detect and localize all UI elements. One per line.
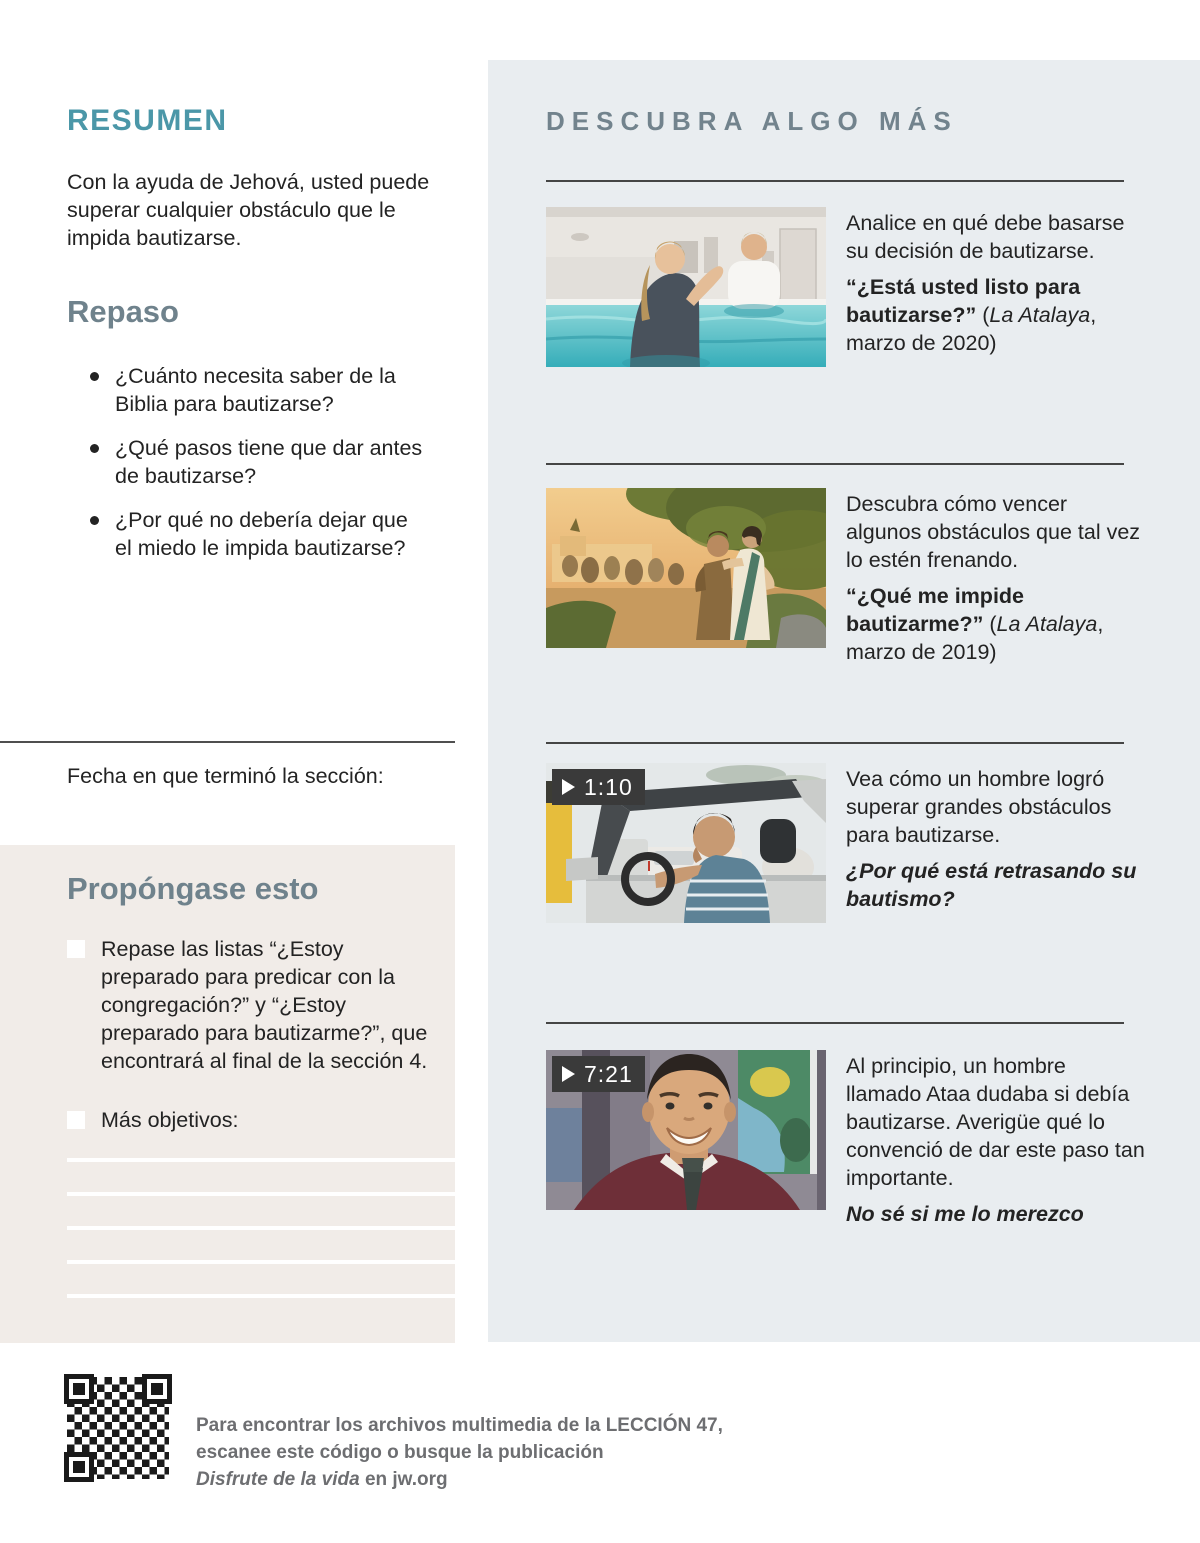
discover-item bbox=[546, 763, 1194, 923]
publication-name: Disfrute de la vida bbox=[196, 1469, 360, 1490]
play-icon bbox=[562, 779, 575, 795]
resumen-text: Con la ayuda de Jehová, usted puede superar cualquier obstáculo que le impida bautizarse. bbox=[67, 170, 430, 250]
item-description: Al principio, un hombre llamado Ataa dudaba si debía bautizarse. Averigüe qué lo convenció de dar este paso tan importante. bbox=[846, 1054, 1145, 1190]
item-description: Descubra cómo vencer algunos obstáculos que tal vez lo estén frenando. bbox=[846, 492, 1141, 572]
video-title-link[interactable]: ¿Por qué está retrasando su bautismo? bbox=[846, 859, 1137, 911]
footer-line: escanee este código o busque la publicación bbox=[196, 1442, 604, 1463]
resumen-title: RESUMEN bbox=[67, 104, 228, 137]
publication-name: La Atalaya bbox=[989, 303, 1091, 327]
article-title-link[interactable]: “¿Está usted listo para bautizarse?” bbox=[846, 275, 1081, 327]
qr-finder bbox=[64, 1452, 94, 1482]
bullet-icon bbox=[90, 372, 99, 381]
video-duration-badge bbox=[552, 1056, 645, 1092]
goals-title: Propóngase esto bbox=[67, 871, 319, 906]
discover-item bbox=[546, 488, 1194, 664]
discover-item-text bbox=[846, 209, 1146, 357]
qr-code bbox=[64, 1374, 172, 1482]
media-footer bbox=[196, 1412, 756, 1493]
publication-name: La Atalaya bbox=[996, 612, 1098, 636]
item-description: Analice en qué debe basarse su decisión de bautizarse. bbox=[846, 211, 1125, 263]
objective-write-line bbox=[67, 1294, 455, 1298]
goal-item: Repase las listas “¿Estoy preparado para predicar con la congregación?” y “¿Estoy preparado para bautizarme?”, que encontrará al final de la sección 4. bbox=[67, 935, 439, 1075]
section-divider-line bbox=[0, 741, 455, 743]
separator-line bbox=[546, 180, 1124, 182]
objective-write-line bbox=[67, 1260, 455, 1264]
goals-box bbox=[0, 845, 455, 1343]
separator-line bbox=[546, 742, 1124, 744]
goal-checkbox[interactable] bbox=[67, 1111, 85, 1129]
repaso-bullet-list bbox=[90, 362, 438, 578]
bullet-item: ¿Qué pasos tiene que dar antes de bautizarse? bbox=[90, 434, 438, 490]
item-reference: “¿Está usted listo para bautizarse?” (La Atalaya, marzo de 2020) bbox=[846, 275, 1097, 355]
jesus-and-john-painting[interactable] bbox=[546, 488, 826, 648]
section-completed-date-label: Fecha en que terminó la sección: bbox=[67, 764, 384, 788]
goal-checkbox[interactable] bbox=[67, 940, 85, 958]
discover-item-text bbox=[846, 765, 1146, 913]
bullet-item: ¿Por qué no debería dejar que el miedo le impida bautizarse? bbox=[90, 506, 438, 562]
baptism-pool-art bbox=[546, 207, 826, 367]
baptism-pool-photo[interactable] bbox=[546, 207, 826, 367]
objective-write-line bbox=[67, 1226, 455, 1230]
item-reference: “¿Qué me impide bautizarme?” (La Atalaya, marzo de 2019) bbox=[846, 584, 1104, 664]
man-in-truck-video[interactable] bbox=[546, 763, 826, 923]
objective-write-line bbox=[67, 1158, 455, 1162]
footer-line: Disfrute de la vida en jw.org bbox=[196, 1469, 448, 1490]
bullet-icon bbox=[90, 444, 99, 453]
discover-title: DESCUBRA ALGO MÁS bbox=[546, 106, 958, 136]
qr-finder bbox=[142, 1374, 172, 1404]
painting-art bbox=[546, 488, 826, 648]
repaso-title: Repaso bbox=[67, 294, 179, 329]
separator-line bbox=[546, 1022, 1124, 1024]
discover-item-text bbox=[846, 1052, 1146, 1228]
footer-line: Para encontrar los archivos multimedia de la LECCIÓN 47, bbox=[196, 1415, 723, 1436]
play-icon bbox=[562, 1066, 575, 1082]
objective-write-line bbox=[67, 1192, 455, 1196]
bullet-icon bbox=[90, 516, 99, 525]
item-description: Vea cómo un hombre logró superar grandes obstáculos para bautizarse. bbox=[846, 767, 1112, 847]
discover-item bbox=[546, 1050, 1194, 1226]
discover-panel bbox=[488, 60, 1200, 1342]
video-duration: 1:10 bbox=[584, 773, 633, 800]
smiling-man-interview-video[interactable] bbox=[546, 1050, 826, 1210]
bullet-item: ¿Cuánto necesita saber de la Biblia para bautizarse? bbox=[90, 362, 438, 418]
goal-item: Más objetivos: bbox=[67, 1106, 439, 1134]
separator-line bbox=[546, 463, 1124, 465]
article-title-link[interactable]: “¿Qué me impide bautizarme?” bbox=[846, 584, 1025, 636]
discover-item bbox=[546, 207, 1194, 367]
qr-finder bbox=[64, 1374, 94, 1404]
video-duration-badge bbox=[552, 769, 645, 805]
video-title-link[interactable]: No sé si me lo merezco bbox=[846, 1202, 1084, 1226]
video-duration: 7:21 bbox=[584, 1060, 633, 1087]
discover-item-text bbox=[846, 490, 1146, 666]
